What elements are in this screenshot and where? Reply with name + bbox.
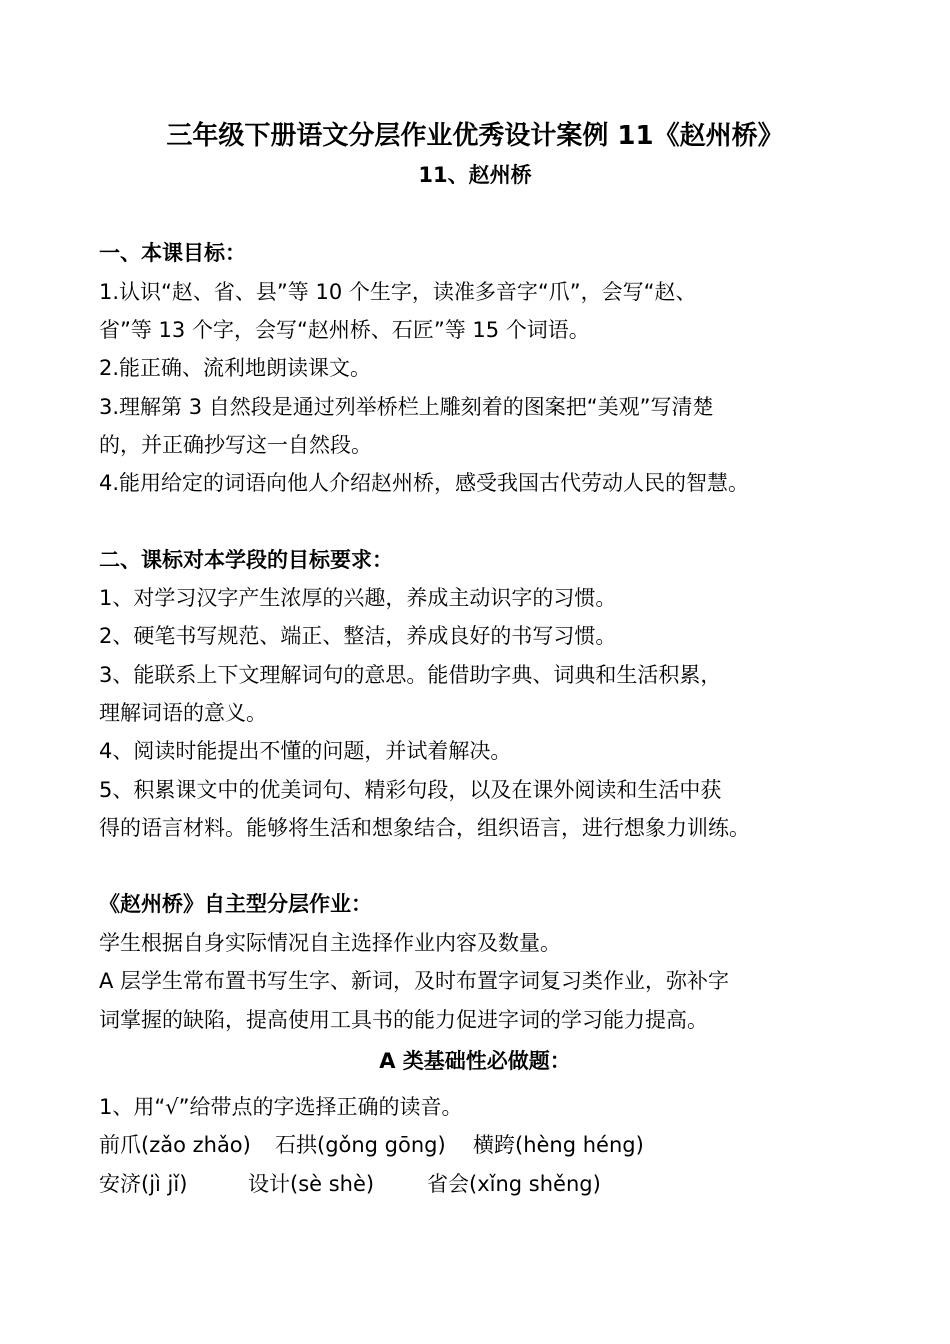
- pinyin-item: 设计(sè shè): [248, 1172, 375, 1196]
- paragraph-line: 2.能正确、流利地朗读课文。: [99, 356, 372, 380]
- section-heading-standards: 二、课标对本学段的目标要求：: [99, 548, 393, 572]
- paragraph-line: 3.理解第 3 自然段是通过列举桥栏上雕刻着的图案把“美观”写清楚: [99, 395, 714, 419]
- pinyin-row: [99, 1126, 644, 1164]
- paragraph-line: 5、积累课文中的优美词句、精彩句段，以及在课外阅读和生活中获: [99, 778, 722, 802]
- pinyin-item: 省会(xǐng shěng): [427, 1172, 601, 1196]
- paragraph-line: 3、能联系上下文理解词句的意思。能借助字典、词典和生活积累，: [99, 663, 722, 687]
- paragraph-line: 1.认识“赵、省、县”等 10 个生字，读准多音字“爪”，会写“赵、: [99, 280, 697, 304]
- pinyin-row: [99, 1165, 601, 1203]
- paragraph-line: 得的语言材料。能够将生活和想象结合，组织语言，进行想象力训练。: [99, 816, 750, 840]
- paragraph-line: 理解词语的意义。: [99, 701, 267, 725]
- paragraph-line: A 层学生常布置书写生字、新词，及时布置字词复习类作业，弥补字: [99, 969, 730, 993]
- paragraph-line: 省”等 13 个字，会写“赵州桥、石匠”等 15 个词语。: [99, 318, 590, 342]
- document-subtitle: 11、赵州桥: [418, 163, 532, 187]
- paragraph-line: 4.能用给定的词语向他人介绍赵州桥，感受我国古代劳动人民的智慧。: [99, 471, 750, 495]
- section-heading-goals: 一、本课目标：: [99, 241, 246, 265]
- question-text: 1、用“√”给带点的字选择正确的读音。: [99, 1095, 463, 1119]
- section-heading-homework: 《赵州桥》自主型分层作业：: [99, 892, 372, 916]
- paragraph-line: 的，并正确抄写这一自然段。: [99, 433, 372, 457]
- paragraph-line: 1、对学习汉字产生浓厚的兴趣，养成主动识字的习惯。: [99, 586, 617, 610]
- pinyin-item: 安济(jì jǐ): [99, 1172, 188, 1196]
- document-title: 三年级下册语文分层作业优秀设计案例 11《赵州桥》: [166, 121, 784, 151]
- section-heading-basic-questions: A 类基础性必做题：: [379, 1049, 571, 1073]
- paragraph-line: 词掌握的缺陷，提高使用工具书的能力促进字词的学习能力提高。: [99, 1008, 708, 1032]
- paragraph-line: 2、硬笔书写规范、端正、整洁，养成良好的书写习惯。: [99, 624, 617, 648]
- paragraph-line: 4、阅读时能提出不懂的问题，并试着解决。: [99, 739, 512, 763]
- paragraph-line: 学生根据自身实际情况自主选择作业内容及数量。: [99, 931, 561, 955]
- pinyin-item: 前爪(zǎo zhǎo): [99, 1133, 251, 1157]
- pinyin-item: 石拱(gǒng gōng): [275, 1133, 446, 1157]
- pinyin-item: 横跨(hèng héng): [473, 1133, 644, 1157]
